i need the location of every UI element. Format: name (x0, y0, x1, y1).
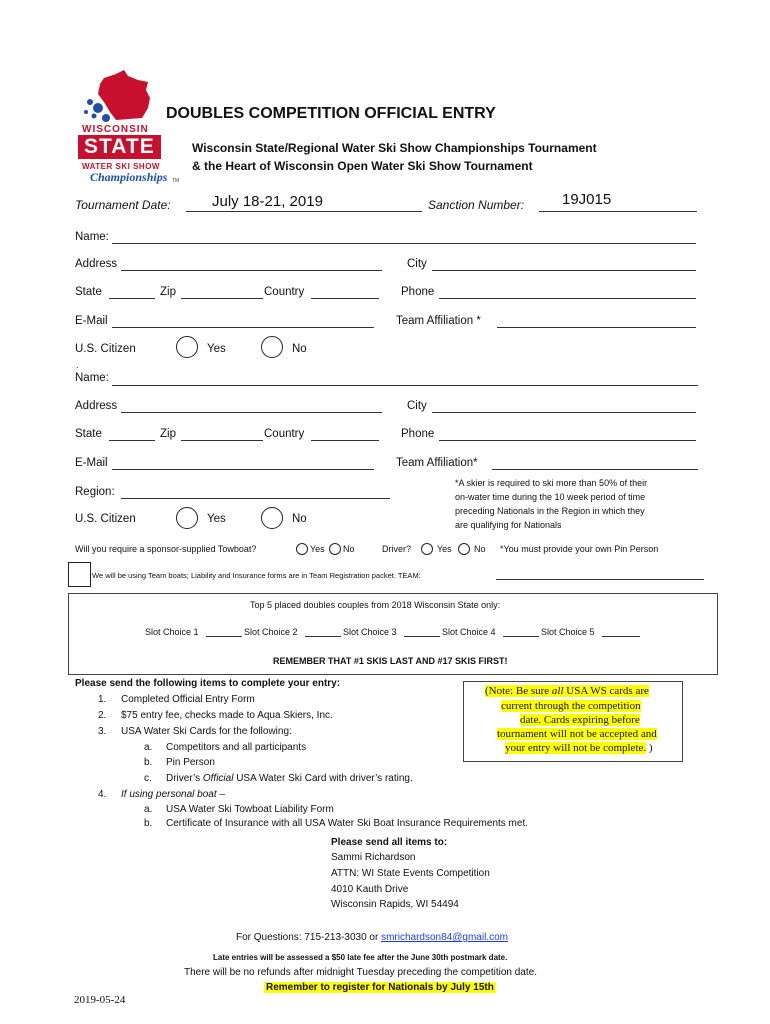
skier1-zip-field[interactable] (181, 298, 263, 299)
instructions-heading: Please send the following items to complete your entry: (75, 678, 341, 689)
slot-choice-3: Slot Choice 3 (343, 627, 397, 637)
skier2-team-label: Team Affiliation* (396, 457, 478, 469)
logo-tm: TM (172, 178, 180, 184)
sanction-number-underline (539, 211, 697, 212)
item-1: Completed Official Entry Form (121, 694, 255, 705)
skier1-email-label: E-Mail (75, 315, 108, 327)
skier2-citizen-yes-label: Yes (207, 513, 226, 525)
subitem-b: Pin Person (166, 757, 215, 768)
slot-choice-1: Slot Choice 1 (145, 627, 199, 637)
logo-water-ski-show: WATER SKI SHOW (82, 162, 160, 171)
late-fee-notice: Late entries will be assessed a $50 late fee after the June 30th postmark date. (213, 953, 508, 962)
towboat-question: Will you require a sponsor-supplied Towboat? (75, 544, 257, 554)
page-title: DOUBLES COMPETITION OFFICIAL ENTRY (166, 105, 496, 122)
send-to-attn: ATTN: WI State Events Competition (331, 868, 490, 879)
skier1-email-field[interactable] (112, 327, 374, 328)
logo-state: STATE (78, 135, 161, 159)
skier1-phone-label: Phone (401, 286, 435, 298)
nationals-reminder: Remember to register for Nationals by July 15th (266, 982, 494, 993)
skier2-city-label: City (407, 400, 427, 412)
logo-championships: Championships (90, 170, 168, 184)
item-4: If using personal boat – (121, 789, 225, 800)
skier2-citizen-label: U.S. Citizen (75, 513, 136, 525)
contact-email-link[interactable]: smrichardson84@gmail.com (381, 932, 508, 943)
boat-item-b: Certificate of Insurance with all USA Water Ski Boat Insurance Requirements met. (166, 818, 529, 829)
skier2-country-label: Country (264, 428, 305, 440)
skier1-name-label: Name: (75, 231, 109, 243)
skier1-team-field[interactable] (497, 327, 696, 328)
driver-yes-label: Yes (437, 544, 452, 554)
skier2-country-field[interactable] (311, 440, 379, 441)
item-2: $75 entry fee, checks made to Aqua Skiers, Inc. (121, 710, 333, 721)
subitem-a: Competitors and all participants (166, 742, 307, 753)
team-boats-checkbox[interactable] (68, 562, 91, 587)
skier1-citizen-label: U.S. Citizen (75, 343, 136, 355)
skier2-state-label: State (75, 428, 102, 440)
note-line-5: your entry will not be complete. ) (505, 742, 653, 754)
slot-choice-5-field[interactable] (602, 636, 640, 637)
region-note-line-3: preceding Nationals in the Region in which they (455, 506, 645, 516)
subtitle-line-2: & the Heart of Wisconsin Open Water Ski Show Tournament (192, 159, 533, 173)
pin-person-note: *You must provide your own Pin Person (500, 544, 659, 554)
skier2-region-field[interactable] (121, 498, 390, 499)
skier1-city-field[interactable] (432, 270, 696, 271)
tournament-date-value[interactable]: July 18-21, 2019 (212, 193, 323, 210)
note-line-2: current through the competition (501, 700, 641, 712)
note-line-1: (Note: Be sure all USA WS cards are (485, 685, 649, 697)
boat-item-a: USA Water Ski Towboat Liability Form (166, 804, 334, 815)
skier2-team-field[interactable] (492, 469, 698, 470)
refund-notice: There will be no refunds after midnight Tuesday preceding the competition date. (184, 967, 537, 978)
subitem-letter-c: c. (144, 773, 152, 784)
slot-choice-3-field[interactable] (404, 636, 440, 637)
skier2-state-field[interactable] (109, 440, 155, 441)
skier2-email-label: E-Mail (75, 457, 108, 469)
skier2-address-label: Address (75, 400, 118, 412)
skier1-address-field[interactable] (121, 270, 382, 271)
towboat-yes-label: Yes (310, 544, 325, 554)
questions-line: For Questions: 715-213-3030 or smrichardson84@gmail.com (236, 932, 508, 943)
logo-wisconsin: WISCONSIN (82, 124, 149, 135)
remember-ski-order: REMEMBER THAT #1 SKIS LAST AND #17 SKIS FIRST! (273, 656, 508, 666)
note-line-3: date. Cards expiring before (520, 714, 640, 726)
skier2-email-field[interactable] (112, 469, 374, 470)
slot-choice-4-field[interactable] (503, 636, 539, 637)
boat-letter-a: a. (144, 804, 153, 815)
subitem-letter-a: a. (144, 742, 153, 753)
skier2-citizen-no-label: No (292, 513, 307, 525)
skier1-citizen-no-radio[interactable] (261, 336, 283, 358)
skier2-city-field[interactable] (432, 412, 696, 413)
driver-yes-radio[interactable] (421, 543, 433, 555)
skier2-region-label: Region: (75, 486, 115, 498)
item-3: USA Water Ski Cards for the following: (121, 726, 292, 737)
subtitle-line-1: Wisconsin State/Regional Water Ski Show Championships Tournament (192, 141, 597, 155)
region-note-line-2: on-water time during the 10 week period of time (455, 492, 646, 502)
slot-choice-2-field[interactable] (305, 636, 341, 637)
skier2-citizen-no-radio[interactable] (261, 507, 283, 529)
item-num-1: 1. (98, 694, 107, 705)
send-to-city: Wisconsin Rapids, WI 54494 (331, 899, 459, 910)
slot-choice-1-field[interactable] (206, 636, 242, 637)
skier1-country-field[interactable] (311, 298, 379, 299)
skier2-zip-field[interactable] (181, 440, 263, 441)
towboat-no-label: No (343, 544, 355, 554)
towboat-yes-radio[interactable] (296, 543, 308, 555)
document-date: 2019-05-24 (74, 994, 126, 1006)
skier1-citizen-no-label: No (292, 343, 307, 355)
skier2-phone-label: Phone (401, 428, 435, 440)
driver-no-label: No (474, 544, 486, 554)
skier1-country-label: Country (264, 286, 305, 298)
region-note-line-1: *A skier is required to ski more than 50% of their (455, 478, 648, 488)
skier1-name-field[interactable] (112, 243, 696, 244)
skier2-name-field[interactable] (112, 385, 698, 386)
skier2-citizen-yes-radio[interactable] (176, 507, 198, 529)
skier1-state-label: State (75, 286, 102, 298)
item-num-4: 4. (98, 789, 107, 800)
tournament-date-label: Tournament Date: (75, 198, 171, 212)
send-to-street: 4010 Kauth Drive (331, 884, 409, 895)
top5-heading: Top 5 placed doubles couples from 2018 Wisconsin State only: (250, 600, 501, 610)
skier1-team-label: Team Affiliation * (396, 315, 481, 327)
skier1-zip-label: Zip (160, 286, 176, 298)
sanction-number-label: Sanction Number: (428, 198, 525, 212)
send-to-name: Sammi Richardson (331, 852, 416, 863)
item-num-3: 3. (98, 726, 107, 737)
subitem-c: Driver’s Official USA Water Ski Card with driver’s rating. (166, 773, 413, 784)
boat-letter-b: b. (144, 818, 153, 829)
team-boats-text: We will be using Team boats; Liability and Insurance forms are in Team Registration packet. TEAM: (92, 571, 421, 580)
sanction-number-value[interactable]: 19J015 (562, 191, 612, 208)
skier2-name-label: Name: (75, 372, 109, 384)
skier2-dot: . (76, 360, 79, 370)
slot-choice-5: Slot Choice 5 (541, 627, 595, 637)
skier1-phone-field[interactable] (439, 298, 696, 299)
skier1-citizen-yes-label: Yes (207, 343, 226, 355)
item-num-2: 2. (98, 710, 107, 721)
slot-choice-2: Slot Choice 2 (244, 627, 298, 637)
subitem-letter-b: b. (144, 757, 153, 768)
towboat-no-radio[interactable] (329, 543, 341, 555)
skier1-city-label: City (407, 258, 427, 270)
driver-no-radio[interactable] (458, 543, 470, 555)
skier1-state-field[interactable] (109, 298, 155, 299)
logo (76, 68, 184, 186)
team-name-field[interactable] (496, 579, 704, 580)
tournament-date-underline (186, 211, 422, 212)
skier2-zip-label: Zip (160, 428, 176, 440)
driver-question: Driver? (382, 544, 412, 554)
slot-choice-4: Slot Choice 4 (442, 627, 496, 637)
note-line-4: tournament will not be accepted and (497, 728, 657, 740)
region-note-line-4: are qualifying for Nationals (455, 520, 562, 530)
skier2-address-field[interactable] (121, 412, 382, 413)
skier1-address-label: Address (75, 258, 118, 270)
send-to-heading: Please send all items to: (331, 837, 448, 848)
skier2-phone-field[interactable] (439, 440, 696, 441)
skier1-citizen-yes-radio[interactable] (176, 336, 198, 358)
